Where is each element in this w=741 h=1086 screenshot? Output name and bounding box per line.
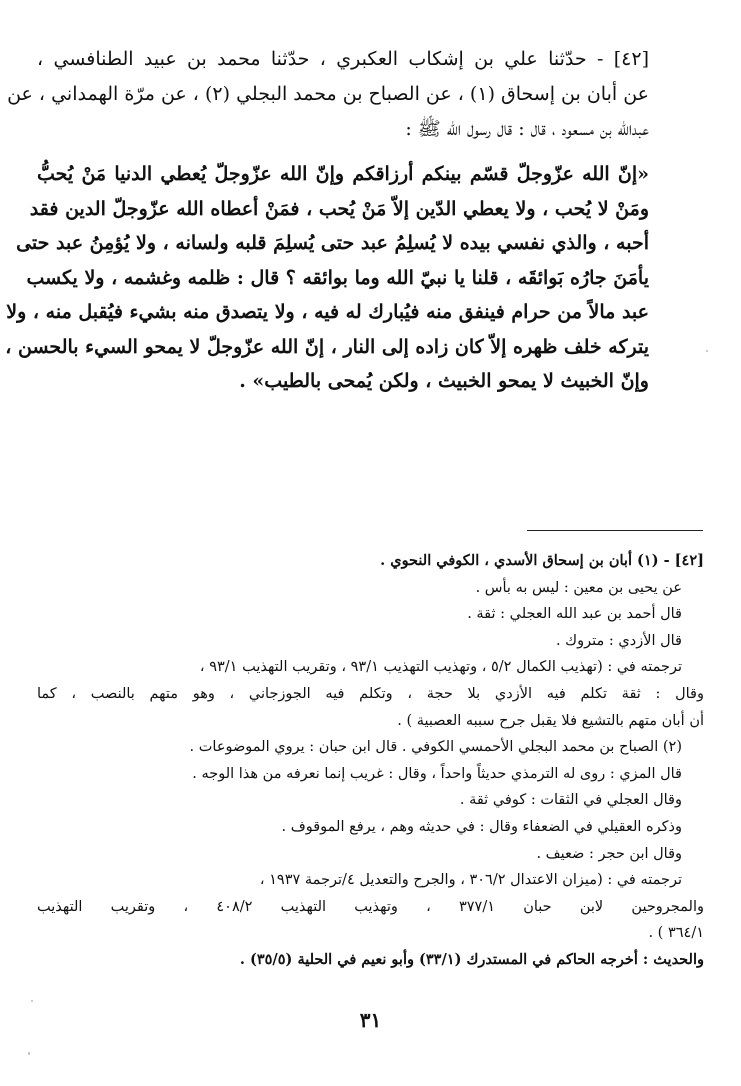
scan-speck (706, 350, 708, 352)
footnotes (37, 548, 704, 974)
footnote-line: ترجمته في : (تهذيب الكمال ٥/٢ ، وتهذيب التهذيب ٩٣/١ ، وتقريب التهذيب ٩٣/١ ، (199, 659, 682, 676)
footnote-line: وذكره العقيلي في الضعفاء وقال : في حديثه وهم ، يرفع الموقوف . (281, 818, 682, 835)
footnote-line: وقال : ثقة تكلم فيه الأزدي بلا حجة ، وتكلم فيه الجوزجاني ، وهو متهم بالنصب ، كما (37, 685, 704, 702)
hadith-text-line-5: عبد مالاً من حرام فينفق منه فيُبارك له فيه ، ولا يتصدق منه بشيء فيُقبل منه ، ولا (6, 301, 649, 323)
hadith-section (5, 42, 649, 399)
footnote-line: قال أحمد بن عبد الله العجلي : ثقة . (467, 606, 682, 623)
footnote-line: والمجروحين لابن حبان ٣٧٧/١ ، وتهذيب التهذيب ٤٠٨/٢ ، وتقريب التهذيب (37, 898, 704, 915)
hadith-text-line-7: وإنّ الخبيث لا يمحو الخبيث ، ولكن يُمحى بالطيب» . (239, 370, 649, 392)
isnad-line-2: عن أبان بن إسحاق (١) ، عن الصباح بن محمد البجلي (٢) ، عن مرّة الهمداني ، عن (7, 83, 649, 105)
scan-speck (31, 1000, 33, 1002)
footnote-line: [٤٢] - (١) أبان بن إسحاق الأسدي ، الكوفي النحوي . (380, 552, 704, 569)
footnote-line: قال المزي : روى له الترمذي حديثاً واحداً ، وقال : غريب إنما نعرفه من هذا الوجه . (192, 765, 682, 782)
footnote-line: (٢) الصباح بن محمد البجلي الأحمسي الكوفي . قال ابن حبان : يروي الموضوعات . (189, 739, 682, 756)
isnad-line-1: [٤٢] - حدّثنا علي بن إشكاب العكبري ، حدّثنا محمد بن عبيد الطنافسي ، (37, 48, 649, 70)
footnote-line: أن أبان متهم بالتشيع فلا يقبل جرح سببه العصبية ) . (397, 712, 704, 729)
footnote-line: ٣٦٤/١ ) . (648, 925, 704, 942)
hadith-text-line-3: أحبه ، والذي نفسي بيده لا يُسلِمُ عبد حتى يُسلِمَ قلبه ولسانه ، ولا يُؤمِنُ عبد حتى (16, 232, 649, 254)
footnote-line: وقال العجلي في الثقات : كوفي ثقة . (459, 792, 682, 809)
footnote-line: عن يحيى بن معين : ليس به بأس . (475, 579, 682, 596)
scan-speck (28, 1052, 30, 1055)
hadith-text-line-1: «إنّ الله عزّوجلّ قسّم بينكم أرزاقكم وإنّ الله عزّوجلّ يُعطي الدنيا مَنْ يُحبُّ (37, 163, 649, 185)
footnote-line: ترجمته في : (ميزان الاعتدال ٣٠٦/٢ ، والجرح والتعديل ٤/ترجمة ١٩٣٧ ، (259, 872, 682, 889)
footnote-line: وقال ابن حجر : ضعيف . (536, 845, 682, 862)
isnad-line-3: عبدالله بن مسعود ، قال : قال رسول الله ﷺ : (405, 118, 649, 140)
footnote-line: والحديث : أخرجه الحاكم في المستدرك (٣٣/١) وأبو نعيم في الحلية (٣٥/٥) . (239, 950, 704, 968)
footnote-line: قال الأزدي : متروك . (555, 632, 682, 649)
hadith-text-line-4: يأمَنَ جارُه بَوائقَه ، قلنا يا نبيّ الله وما بوائقه ؟ قال : ظلمه وغشمه ، ولا يكسب (26, 266, 649, 289)
hadith-text-line-6: يتركه خلف ظهره إلاّ كان زاده إلى النار ، إنّ الله عزّوجلّ لا يمحو السيء بالحسن ، (5, 335, 649, 358)
page-number: ٣١ (359, 1008, 382, 1032)
hadith-text-line-2: ومَنْ لا يُحب ، ولا يعطي الدّين إلاّ مَنْ يُحب ، فمَنْ أعطاه الله عزّوجلّ الدين فقد (29, 197, 649, 220)
footnote-divider (527, 530, 703, 531)
